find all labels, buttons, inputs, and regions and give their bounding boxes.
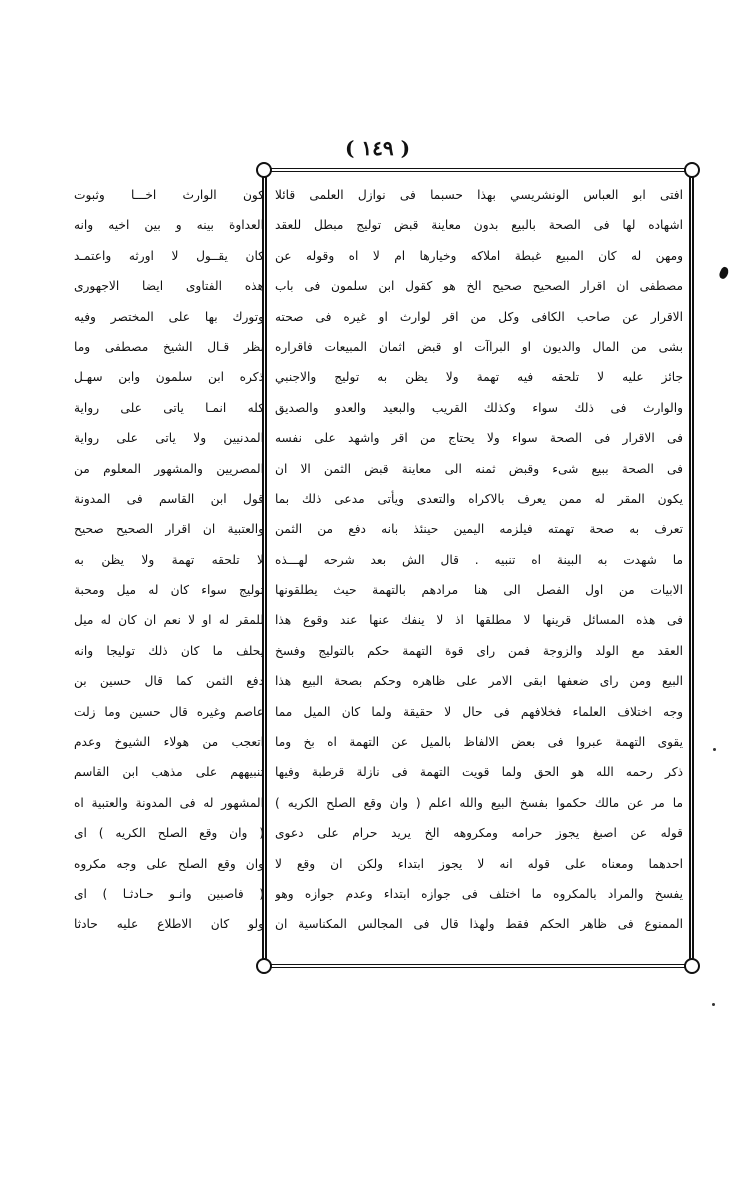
margin-text-line: هذه الفتاوى ايضا الاجهورى: [74, 279, 264, 294]
scan-speck: [713, 748, 716, 751]
main-text-line: ما مر عن مالك حكموا بفسخ البيع والله اعلم ( وان وقع الصلح الكريه ): [275, 795, 683, 810]
margin-text-line: كله انمـا ياتى على رواية: [74, 400, 264, 415]
main-text-line: والوارث فى ذلك سواء وكذلك القريب والبعيد والعدو والصديق: [275, 400, 683, 415]
margin-text-line: المصريين والمشهور المعلوم من: [74, 461, 264, 476]
margin-text-line: اتعجب من هولاء الشيوخ وعدم: [74, 735, 264, 750]
main-text-line: العقد مع الولد والزوجة فمن راى قوة التهمة حكم بالتوليج وفسخ: [275, 643, 683, 658]
main-text-line: فى الاقرار فى الصحة سواء ولا يحتاج من اقر واشهد على نفسه: [275, 431, 683, 446]
margin-text-line: للمقر له او لا نعم ان كان له ميل: [74, 613, 264, 628]
frame-corner-ornament: [256, 162, 272, 178]
margin-text-line: دفع الثمن كما قال حسين بن: [74, 674, 264, 689]
margin-text-line: تنبيههم على مذهب ابن القاسم: [74, 765, 264, 780]
main-text-line: مصطفى ان اقرار الصحيح صحيح الخ هو كقول ابن سلمون فى باب: [275, 279, 683, 294]
main-text-line: وجه اختلاف العلماء فخلافهم فى حال لا حقيقة ولما كان الميل مما: [275, 704, 683, 719]
main-text-line: اشهاده لها فى الصحة بالبيع بدون معاينة قبض توليج مبطل للعقد: [275, 218, 683, 233]
main-text-block: [275, 180, 683, 940]
margin-text-line: توليج سواء كان له ميل ومحبة: [74, 583, 264, 598]
margin-text-line: نظر قـال الشيخ مصطفى وما: [74, 339, 264, 354]
main-text-line: افتى ابو العباس الونشريسي بهذا حسبما فى نوازل العلمى قائلا: [275, 188, 683, 202]
main-text-line: جائز عليه لا تلحقه فيه تهمة ولا يظن به توليج والاجنبي: [275, 370, 683, 385]
margin-text-line: كان يقــول لا اورثه واعتمـد: [74, 248, 264, 263]
main-text-line: يكون المقر له ممن يعرف بالاكراه والتعدى ويأتى مدعى ذلك بما: [275, 491, 683, 506]
main-text-line: بشى من المال والديون او البراآت او قبض اثمان المبيعات فاقراره: [275, 339, 683, 354]
frame-corner-ornament: [684, 958, 700, 974]
margin-text-line: ذكره ابن سلمون وابن سهـل: [74, 370, 264, 385]
margin-text-line: عاصم وغيره قال حسين وما زلت: [74, 704, 264, 719]
margin-text-line: وان وقع الصلح على وجه مكروه: [74, 856, 264, 871]
margin-text-line: المشهور له فى المدونة والعتبية اه: [74, 795, 264, 810]
margin-text-line: كون الوارث اخـــا وثبوت: [74, 188, 264, 202]
margin-text-line: لا تلحقه تهمة ولا يظن به: [74, 552, 264, 567]
frame-corner-ornament: [256, 958, 272, 974]
main-text-line: يقوى التهمة عبروا فى بعض الالفاظ بالميل عن التهمة اه بخ وما: [275, 735, 683, 750]
margin-text-line: والعتبية ان اقرار الصحيح صحيح: [74, 522, 264, 537]
main-text-line: الاقرار عن صاحب الكافى وكل من اقر لوارث او غيره فى صحته: [275, 309, 683, 324]
margin-text-line: وتورك بها على المختصر وفيه: [74, 309, 264, 324]
main-text-line: قوله عن اصبغ يجوز حرامه ومكروهه الخ يريد حرام على دعوى: [275, 826, 683, 841]
main-text-line: يفسخ والمراد بالمكروه ما اختلف فى جوازه ابتداء وعدم جوازه وهو: [275, 886, 683, 901]
scan-speck: [712, 1003, 715, 1006]
margin-text-line: العداوة بينه و بين اخيه وانه: [74, 218, 264, 233]
margin-text-line: المدنيين ولا ياتى على رواية: [74, 431, 264, 446]
main-text-line: ومهن له كان المبيع غبطة املاكه وخيارها ام لا اه وقوله عن: [275, 248, 683, 263]
main-text-line: الممنوع فى ظاهر الحكم فقط ولهذا قال فى المجالس المكناسية ان: [275, 917, 683, 932]
main-text-line: الابيات من اول الفصل الى هنا مرادهم بالتهمة حيث يطلقونها: [275, 583, 683, 598]
margin-text-line: ( فاصبين وانـو حـادثـا ) اى: [74, 886, 264, 901]
main-text-line: ما شهدت به البينة اه تنبيه . قال الش بعد شرحه لهـــذه: [275, 552, 683, 567]
main-text-line: ذكر رحمه الله هو الحق ولما قويت التهمة فى نازلة قرطبة وفيها: [275, 765, 683, 780]
main-text-line: فى هذه المسائل قرينها لا مطلقها اذ لا ينفك عنها عند وقوع هذا: [275, 613, 683, 628]
main-text-line: فى الصحة ببيع شىء وقبض ثمنه الى معاينة قبض الثمن الا ان: [275, 461, 683, 476]
margin-commentary-block: [74, 180, 264, 940]
margin-text-line: ولو كان الاطلاع عليه حادثا: [74, 917, 264, 932]
margin-text-line: يحلف ما كان ذلك توليجا وانه: [74, 643, 264, 658]
main-text-line: احدهما ومعناه على قوله انه لا يجوز ابتداء ولكن ان وقع لا: [275, 856, 683, 871]
frame-corner-ornament: [684, 162, 700, 178]
main-text-line: تعرف به صحة تهمته فيلزمه اليمين حينئذ بانه دفع من الثمن: [275, 522, 683, 537]
main-text-line: البيع ومن راى ضعفها ابقى الامر على ظاهره وحكم بصحة البيع هذا: [275, 674, 683, 689]
page-number: ( ١٤٩ ): [344, 136, 411, 160]
margin-text-line: قول ابن القاسم فى المدونة: [74, 491, 264, 506]
ink-blot-mark: [718, 266, 730, 280]
margin-text-line: ( وان وقع الصلح الكريه ) اى: [74, 826, 264, 841]
